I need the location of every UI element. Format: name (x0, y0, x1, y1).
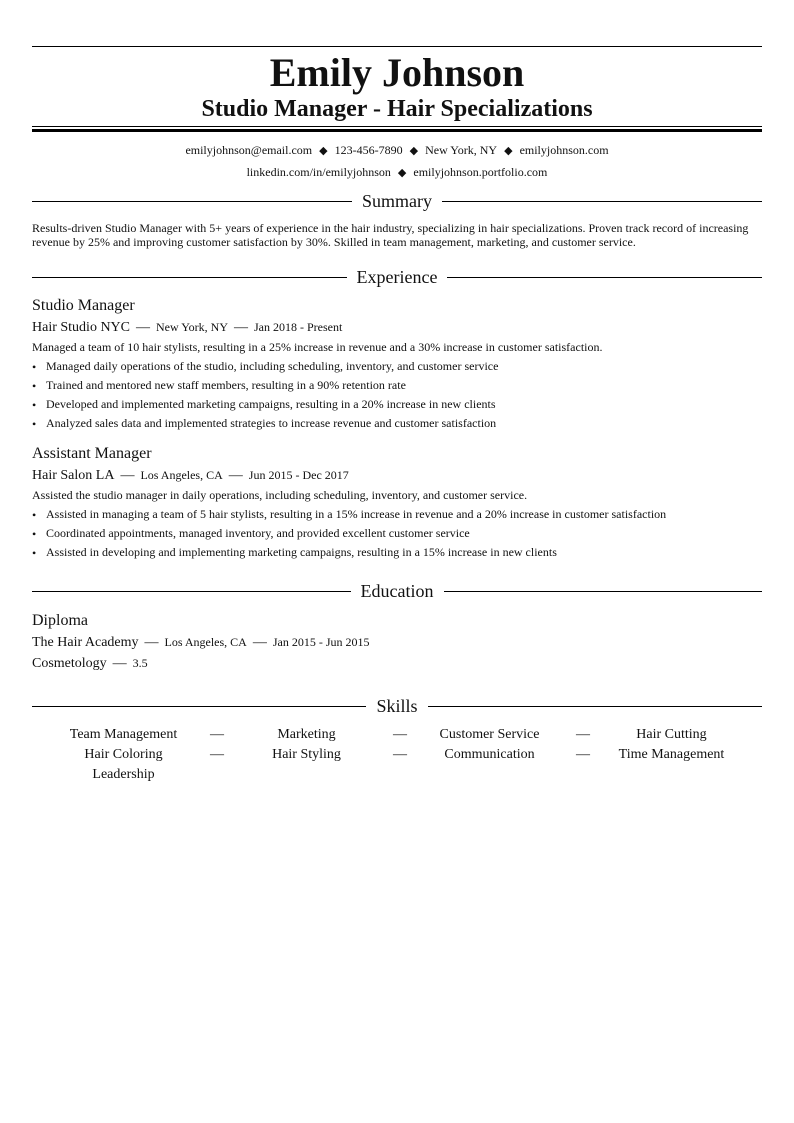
bullet-icon: • (32, 546, 37, 560)
dash-separator: — (136, 320, 150, 335)
skill-item (581, 746, 762, 766)
job-title: Assistant Manager (32, 445, 152, 462)
contact-email[interactable]: emilyjohnson@email.com (185, 143, 313, 157)
skill-label: Hair Styling (272, 747, 341, 762)
skill-item (215, 726, 407, 746)
bullet-icon: • (32, 508, 37, 522)
heading-rule-left (32, 201, 352, 202)
contact-linkedin[interactable]: linkedin.com/in/emilyjohnson (246, 165, 391, 179)
dash-separator: — (576, 727, 590, 742)
heading-rule-right (442, 201, 762, 202)
skill-item (398, 726, 590, 746)
dash-separator: — (576, 747, 590, 762)
education-heading (32, 580, 762, 602)
experience-heading-label: Experience (356, 267, 438, 287)
job-location: Los Angeles, CA (140, 468, 223, 482)
skill-item (581, 726, 762, 746)
skill-label: Marketing (277, 727, 336, 742)
job-entry (32, 296, 762, 430)
job-company: Hair Studio NYC (32, 320, 130, 335)
job-company-line (32, 466, 762, 485)
bullet-icon: • (32, 379, 37, 393)
contact-line-1 (32, 143, 762, 158)
dash-separator: — (120, 468, 135, 483)
contact-website[interactable]: emilyjohnson.com (519, 143, 609, 157)
header-top-rule (32, 46, 762, 47)
dash-separator: — (112, 656, 127, 671)
skill-item (32, 766, 215, 786)
summary-heading-label: Summary (362, 191, 432, 211)
heading-rule-left (32, 591, 351, 592)
dash-separator: — (252, 635, 267, 650)
diamond-separator-icon: ◆ (409, 145, 419, 157)
education-school-line (32, 633, 762, 652)
dash-separator: — (228, 468, 243, 483)
bullet-icon: • (32, 398, 37, 412)
contact-phone[interactable]: 123-456-7890 (334, 143, 403, 157)
job-location: New York, NY (156, 320, 229, 334)
heading-rule-left (32, 277, 347, 278)
education-gpa: 3.5 (132, 656, 148, 670)
education-dates: Jan 2015 - Jun 2015 (272, 635, 370, 649)
heading-rule-left (32, 706, 366, 707)
diamond-separator-icon: ◆ (319, 145, 328, 157)
skill-item (398, 746, 590, 766)
heading-rule-right (447, 277, 762, 278)
heading-rule-right (444, 591, 763, 592)
bullet-text: Assisted in managing a team of 5 hair stylists, resulting in a 15% increase in revenue and a 20% increase in customer satisfaction (46, 507, 667, 521)
education-entry (32, 611, 762, 673)
dash-separator: — (393, 747, 407, 762)
skill-label: Hair Cutting (636, 727, 707, 742)
summary-text: Results-driven Studio Manager with 5+ years of experience in the hair industry, specializing in hair specializations. Proven track record of increasing revenue by 25% and improving customer satisfaction by 30%. Skilled in team management, marketing, and customer service. (32, 221, 749, 249)
education-school: The Hair Academy (32, 635, 139, 650)
list-item (32, 359, 762, 373)
skill-label: Communication (444, 747, 535, 762)
job-company: Hair Salon LA (32, 468, 115, 483)
skills-heading (32, 695, 762, 717)
education-degree: Diploma (32, 612, 88, 629)
skills-heading-label: Skills (376, 696, 418, 716)
candidate-title: Studio Manager - Hair Specializations (201, 96, 593, 122)
list-item (32, 397, 762, 411)
list-item (32, 545, 762, 559)
job-bullets (32, 507, 762, 559)
skill-label: Hair Coloring (84, 747, 163, 762)
job-title: Studio Manager (32, 297, 135, 314)
diamond-separator-icon: ◆ (397, 167, 407, 179)
bullet-icon: • (32, 360, 37, 374)
bullet-text: Analyzed sales data and implemented strategies to increase revenue and customer satisfaction (46, 416, 497, 430)
summary-heading (32, 190, 762, 212)
resume-page (32, 0, 762, 786)
list-item (32, 507, 762, 521)
bullet-text: Developed and implemented marketing campaigns, resulting in a 20% increase in new clients (46, 397, 496, 411)
job-entry (32, 444, 762, 559)
skill-label: Customer Service (439, 727, 540, 742)
job-bullets (32, 359, 762, 430)
contact-line-2 (32, 165, 762, 180)
dash-separator: — (210, 747, 224, 762)
skill-label: Team Management (69, 727, 178, 742)
skill-item (32, 726, 224, 746)
dash-separator: — (210, 727, 224, 742)
education-field-line (32, 654, 762, 673)
education-field: Cosmetology (32, 656, 107, 671)
bullet-text: Assisted in developing and implementing marketing campaigns, resulting in a 15% increase in new clients (46, 545, 557, 559)
contact-location: New York, NY (425, 143, 498, 157)
diamond-separator-icon: ◆ (504, 145, 513, 157)
skill-label: Leadership (92, 767, 155, 782)
bullet-icon: • (32, 527, 37, 541)
job-description: Assisted the studio manager in daily operations, including scheduling, inventory, and customer service. (32, 488, 528, 502)
job-description: Managed a team of 10 hair stylists, resulting in a 25% increase in revenue and a 30% increase in customer satisfaction. (32, 340, 603, 354)
dash-separator: — (393, 727, 407, 742)
bullet-text: Trained and mentored new staff members, resulting in a 90% retention rate (46, 378, 406, 392)
list-item (32, 416, 762, 430)
skill-item (215, 746, 407, 766)
dash-separator: — (144, 635, 159, 650)
candidate-name: Emily Johnson (269, 50, 525, 95)
job-company-line (32, 318, 762, 337)
skills-grid (32, 726, 762, 786)
bullet-text: Managed daily operations of the studio, including scheduling, inventory, and customer service (46, 359, 499, 373)
bullet-text: Coordinated appointments, managed inventory, and provided excellent customer service (46, 526, 470, 540)
experience-heading (32, 266, 762, 288)
header-thick-rule (32, 129, 762, 132)
job-dates: Jun 2015 - Dec 2017 (248, 468, 349, 482)
heading-rule-right (428, 706, 762, 707)
list-item (32, 378, 762, 392)
job-dates: Jan 2018 - Present (254, 320, 343, 334)
education-location: Los Angeles, CA (164, 635, 247, 649)
skill-label: Time Management (618, 747, 725, 762)
header-thin-rule (32, 126, 762, 127)
education-heading-label: Education (360, 581, 434, 601)
contact-portfolio[interactable]: emilyjohnson.portfolio.com (413, 165, 548, 179)
skill-item (32, 746, 224, 766)
list-item (32, 526, 762, 540)
bullet-icon: • (32, 417, 37, 431)
dash-separator: — (234, 320, 249, 335)
